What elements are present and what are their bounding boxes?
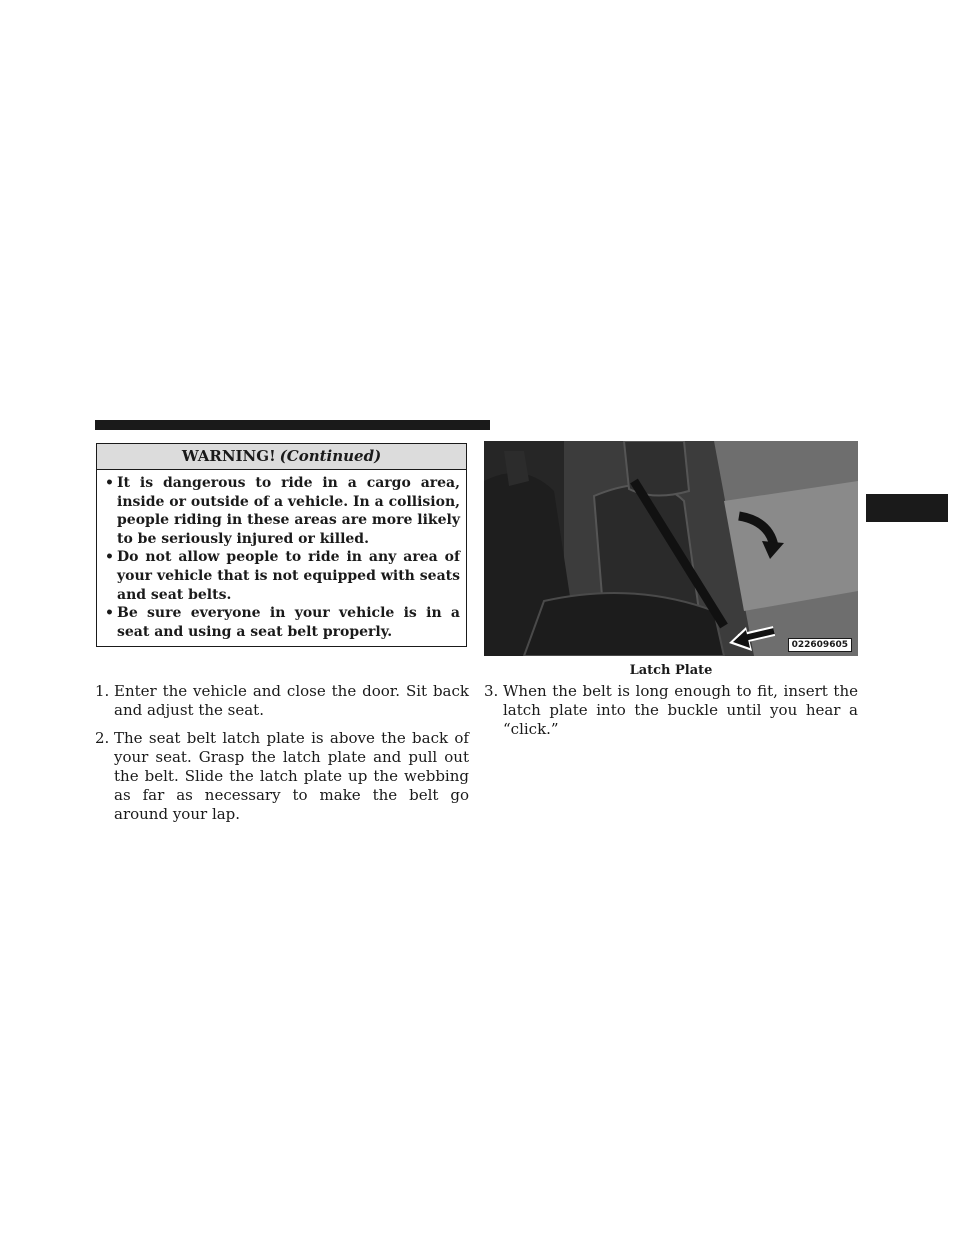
bullet-icon: • (105, 475, 114, 491)
bullet-icon: • (105, 605, 114, 622)
bullet-icon: • (105, 549, 114, 566)
step-number: 2. (95, 729, 110, 747)
step-text: When the belt is long enough to fit, insert the latch plate into the buckle until you hear a “click.” (503, 682, 858, 738)
seat-belt-photo (484, 441, 858, 656)
step-number: 1. (95, 682, 110, 700)
warning-box (96, 443, 467, 647)
warning-continued: (Continued) (279, 447, 382, 465)
step-text: The seat belt latch plate is above the back of your seat. Grasp the latch plate and pull out the belt. Slide the latch plate up the webbing as far as necessary to make the belt go around your lap. (114, 729, 469, 823)
step-3 (484, 682, 858, 739)
step-1 (95, 682, 469, 720)
chapter-tab (866, 494, 948, 522)
figure-caption: Latch Plate (629, 663, 713, 678)
warning-list (97, 470, 466, 641)
warning-bullet: • Be sure everyone in your vehicle is in a seat and using a seat belt properly. (105, 605, 460, 640)
figure-code: 022609605 (788, 638, 852, 652)
warning-header (97, 444, 466, 470)
warning-bullet: • Do not allow people to ride in any area of your vehicle that is not equipped with seats and seat belts. (105, 549, 460, 603)
seat-illustration (484, 441, 858, 656)
warning-title: WARNING! (181, 447, 276, 465)
warning-bullet: • It is dangerous to ride in a cargo area, inside or outside of a vehicle. In a collision, people riding in these areas are more likely to be seriously injured or killed. (105, 475, 460, 547)
step-number: 3. (484, 682, 499, 700)
step-text: Enter the vehicle and close the door. Sit back and adjust the seat. (114, 682, 469, 719)
step-2 (95, 729, 469, 824)
section-rule (95, 420, 490, 430)
